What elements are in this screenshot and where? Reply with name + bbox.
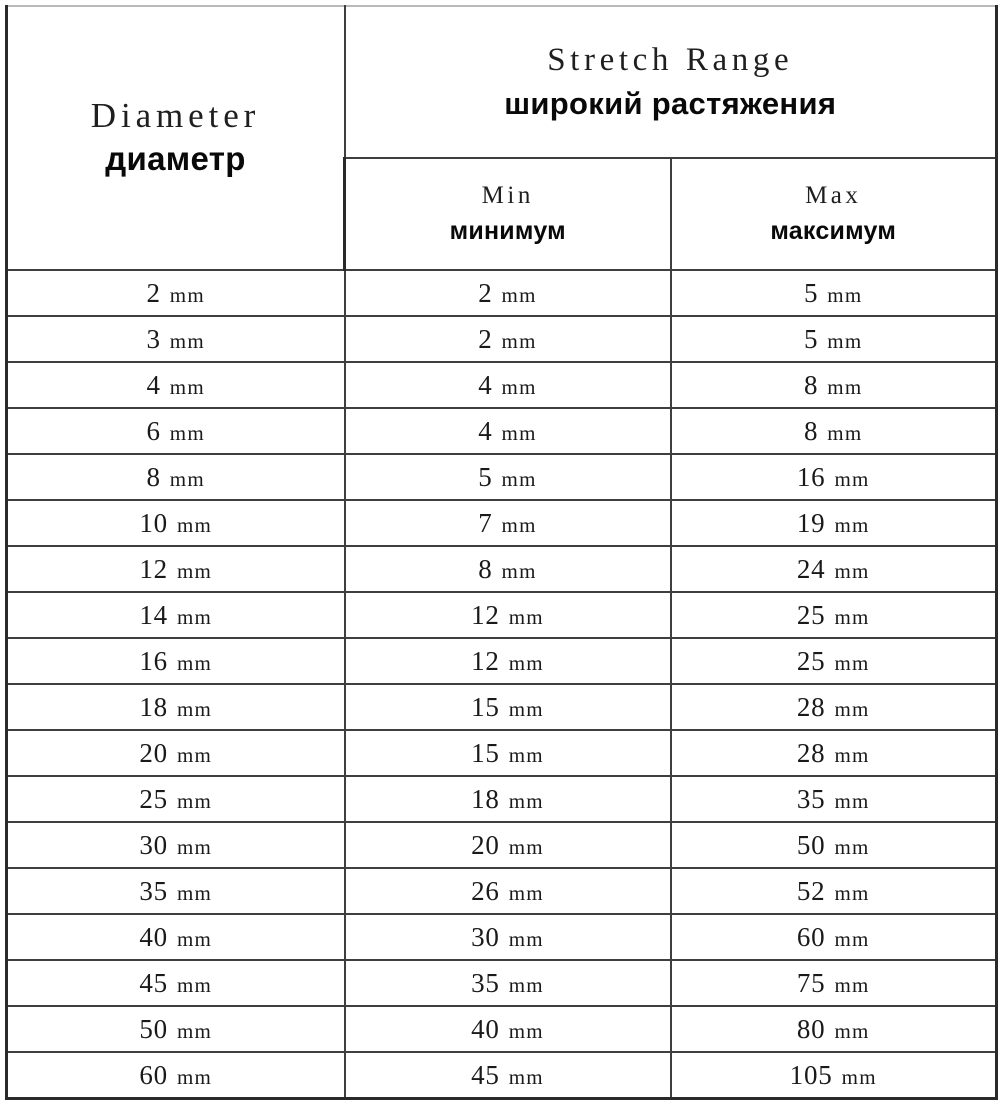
- cell-max-unit: mm: [834, 466, 870, 491]
- cell-max: [671, 316, 997, 362]
- cell-max: [671, 1006, 997, 1052]
- cell-min: [345, 546, 671, 592]
- cell-max-value: 52: [796, 875, 826, 906]
- cell-min-unit: mm: [508, 880, 544, 905]
- cell-min: [345, 822, 671, 868]
- cell-max: [671, 638, 997, 684]
- cell-max: [671, 822, 997, 868]
- cell-min-value: 4: [478, 415, 493, 446]
- cell-diameter-unit: mm: [176, 834, 213, 859]
- cell-diameter-unit: mm: [176, 926, 213, 951]
- cell-max-value: 24: [796, 553, 826, 584]
- cell-diameter-value: 2: [146, 277, 161, 308]
- cell-min-value: 15: [471, 737, 500, 768]
- cell-diameter: [7, 868, 345, 914]
- header-row-primary: [7, 6, 997, 158]
- header-cell-min: [345, 158, 671, 270]
- cell-min-unit: mm: [501, 420, 537, 445]
- cell-max-value: 60: [796, 921, 826, 952]
- cell-min-value: 30: [471, 921, 500, 952]
- cell-diameter-unit: mm: [169, 328, 205, 353]
- cell-max: [671, 776, 997, 822]
- cell-max: [671, 868, 997, 914]
- cell-diameter: [7, 1052, 345, 1099]
- cell-max: [671, 960, 997, 1006]
- cell-diameter-value: 35: [139, 875, 168, 906]
- table-row: [7, 500, 997, 546]
- table-row: [7, 454, 997, 500]
- cell-min-value: 5: [478, 461, 493, 492]
- cell-max-unit: mm: [834, 742, 870, 767]
- cell-min-value: 2: [478, 277, 493, 308]
- cell-diameter-value: 12: [139, 553, 168, 584]
- cell-diameter: [7, 316, 345, 362]
- header-stretch-range-en: Stretch Range: [547, 41, 794, 78]
- cell-min: [345, 454, 671, 500]
- cell-min-value: 8: [478, 553, 493, 584]
- table-row: [7, 822, 997, 868]
- cell-diameter-value: 25: [139, 783, 168, 814]
- header-min-en: Min: [481, 182, 534, 209]
- cell-diameter-value: 4: [146, 369, 161, 400]
- table-row: [7, 914, 997, 960]
- cell-diameter-value: 40: [139, 921, 168, 952]
- cell-diameter: [7, 408, 345, 454]
- cell-max-unit: mm: [834, 880, 870, 905]
- cell-min-unit: mm: [501, 558, 537, 583]
- cell-min: [345, 270, 671, 316]
- cell-max-value: 105: [789, 1059, 833, 1090]
- cell-max-unit: mm: [834, 650, 870, 675]
- cell-max-unit: mm: [834, 696, 870, 721]
- cell-max: [671, 1052, 997, 1099]
- cell-max-value: 75: [796, 967, 826, 998]
- header-stretch-range-ru: широкий растяжения: [504, 85, 837, 121]
- cell-max-unit: mm: [827, 282, 863, 307]
- cell-min: [345, 684, 671, 730]
- cell-max-value: 16: [796, 461, 826, 492]
- cell-max-unit: mm: [841, 1064, 877, 1089]
- cell-min-unit: mm: [501, 374, 537, 399]
- cell-min-unit: mm: [508, 696, 544, 721]
- cell-max-unit: mm: [827, 374, 863, 399]
- table-row: [7, 776, 997, 822]
- cell-max-value: 5: [803, 277, 819, 308]
- cell-diameter-unit: mm: [176, 972, 213, 997]
- header-max-en: Max: [805, 182, 862, 209]
- cell-min-unit: mm: [508, 650, 544, 675]
- cell-diameter-unit: mm: [176, 1018, 213, 1043]
- cell-min-value: 7: [478, 507, 493, 538]
- cell-diameter-unit: mm: [176, 558, 213, 583]
- cell-min-value: 40: [471, 1013, 500, 1044]
- cell-max-unit: mm: [827, 420, 863, 445]
- cell-max-value: 8: [803, 369, 819, 400]
- cell-max: [671, 270, 997, 316]
- cell-max-unit: mm: [834, 558, 870, 583]
- cell-diameter-unit: mm: [176, 742, 213, 767]
- cell-max-unit: mm: [834, 788, 870, 813]
- header-min-ru: минимум: [449, 217, 566, 245]
- cell-max-value: 50: [796, 829, 826, 860]
- cell-max: [671, 454, 997, 500]
- cell-min-value: 35: [471, 967, 500, 998]
- cell-diameter: [7, 592, 345, 638]
- cell-diameter-unit: mm: [176, 696, 213, 721]
- cell-diameter-unit: mm: [176, 880, 213, 905]
- header-cell-stretch-range: [345, 6, 997, 158]
- cell-max: [671, 592, 997, 638]
- cell-min-unit: mm: [501, 282, 537, 307]
- table-row: [7, 1052, 997, 1099]
- cell-diameter: [7, 684, 345, 730]
- cell-diameter-value: 60: [139, 1059, 168, 1090]
- table-row: [7, 684, 997, 730]
- cell-min-unit: mm: [508, 834, 544, 859]
- cell-diameter: [7, 822, 345, 868]
- cell-max-value: 25: [796, 645, 826, 676]
- cell-min: [345, 914, 671, 960]
- cell-max: [671, 546, 997, 592]
- cell-diameter-value: 14: [139, 599, 168, 630]
- cell-diameter-value: 18: [139, 691, 168, 722]
- cell-diameter: [7, 960, 345, 1006]
- cell-max-value: 28: [796, 737, 826, 768]
- table-row: [7, 960, 997, 1006]
- header-max-ru: максимум: [770, 217, 897, 245]
- cell-diameter-unit: mm: [176, 650, 213, 675]
- cell-max-unit: mm: [834, 512, 870, 537]
- table-row: [7, 638, 997, 684]
- cell-max: [671, 500, 997, 546]
- cell-diameter: [7, 776, 345, 822]
- cell-min-unit: mm: [501, 512, 537, 537]
- cell-diameter: [7, 546, 345, 592]
- cell-max-value: 19: [796, 507, 826, 538]
- cell-min-unit: mm: [501, 328, 537, 353]
- cell-min: [345, 316, 671, 362]
- table-row: [7, 316, 997, 362]
- cell-diameter-unit: mm: [169, 374, 205, 399]
- cell-diameter-unit: mm: [169, 282, 205, 307]
- cell-diameter-value: 6: [146, 415, 161, 446]
- cell-diameter: [7, 1006, 345, 1052]
- table-row: [7, 362, 997, 408]
- header-diameter-ru: диаметр: [105, 140, 246, 178]
- cell-diameter-unit: mm: [176, 1064, 213, 1089]
- cell-max-unit: mm: [834, 834, 870, 859]
- cell-max: [671, 730, 997, 776]
- cell-min-value: 2: [478, 323, 493, 354]
- cell-max-value: 28: [796, 691, 826, 722]
- table-body: [7, 6, 997, 1099]
- cell-min-unit: mm: [508, 604, 544, 629]
- header-diameter-en: Diameter: [90, 95, 261, 135]
- cell-min-value: 45: [471, 1059, 500, 1090]
- cell-diameter: [7, 914, 345, 960]
- table-row: [7, 408, 997, 454]
- cell-max: [671, 408, 997, 454]
- cell-min-unit: mm: [508, 926, 544, 951]
- cell-min-value: 15: [471, 691, 500, 722]
- cell-min-value: 20: [471, 829, 500, 860]
- cell-min: [345, 592, 671, 638]
- cell-diameter-value: 30: [139, 829, 168, 860]
- cell-min-value: 4: [478, 369, 493, 400]
- cell-min-unit: mm: [501, 466, 537, 491]
- cell-max-unit: mm: [834, 972, 870, 997]
- cell-max-unit: mm: [834, 1018, 870, 1043]
- cell-diameter-value: 8: [146, 461, 161, 492]
- cell-diameter-unit: mm: [176, 788, 213, 813]
- cell-min: [345, 776, 671, 822]
- cell-diameter: [7, 500, 345, 546]
- cell-min: [345, 1006, 671, 1052]
- cell-min-value: 26: [471, 875, 500, 906]
- header-cell-diameter: [7, 6, 345, 270]
- cell-max-unit: mm: [834, 926, 870, 951]
- cell-diameter-value: 3: [146, 323, 161, 354]
- cell-diameter-value: 20: [139, 737, 168, 768]
- cell-min: [345, 730, 671, 776]
- table-row: [7, 868, 997, 914]
- cell-diameter: [7, 638, 345, 684]
- cell-min-value: 18: [471, 783, 500, 814]
- cell-min-unit: mm: [508, 788, 544, 813]
- cell-diameter-unit: mm: [169, 466, 205, 491]
- diameter-stretch-range-table: [5, 5, 998, 1100]
- cell-min-value: 12: [471, 645, 500, 676]
- cell-max-unit: mm: [834, 604, 870, 629]
- cell-min: [345, 868, 671, 914]
- cell-min: [345, 362, 671, 408]
- cell-max-value: 35: [796, 783, 826, 814]
- table-row: [7, 730, 997, 776]
- cell-min: [345, 960, 671, 1006]
- cell-max-value: 5: [803, 323, 819, 354]
- header-cell-max: [671, 158, 997, 270]
- cell-max: [671, 914, 997, 960]
- cell-min-unit: mm: [508, 1018, 544, 1043]
- cell-diameter: [7, 362, 345, 408]
- table-row: [7, 592, 997, 638]
- cell-min: [345, 1052, 671, 1099]
- cell-min: [345, 500, 671, 546]
- cell-min: [345, 638, 671, 684]
- cell-max-value: 80: [796, 1013, 826, 1044]
- cell-max-value: 25: [796, 599, 826, 630]
- cell-diameter: [7, 454, 345, 500]
- table-row: [7, 270, 997, 316]
- cell-max: [671, 684, 997, 730]
- cell-diameter-value: 50: [139, 1013, 168, 1044]
- cell-diameter-unit: mm: [176, 512, 213, 537]
- cell-min-unit: mm: [508, 1064, 544, 1089]
- cell-diameter-value: 45: [139, 967, 168, 998]
- cell-min-unit: mm: [508, 972, 544, 997]
- cell-max-unit: mm: [827, 328, 863, 353]
- cell-max-value: 8: [803, 415, 819, 446]
- table-row: [7, 1006, 997, 1052]
- cell-diameter-value: 16: [139, 645, 168, 676]
- cell-diameter-unit: mm: [176, 604, 213, 629]
- cell-min: [345, 408, 671, 454]
- cell-diameter-value: 10: [139, 507, 168, 538]
- cell-min-unit: mm: [508, 742, 544, 767]
- cell-diameter-unit: mm: [169, 420, 205, 445]
- cell-diameter: [7, 730, 345, 776]
- table-row: [7, 546, 997, 592]
- cell-diameter: [7, 270, 345, 316]
- cell-max: [671, 362, 997, 408]
- cell-min-value: 12: [471, 599, 500, 630]
